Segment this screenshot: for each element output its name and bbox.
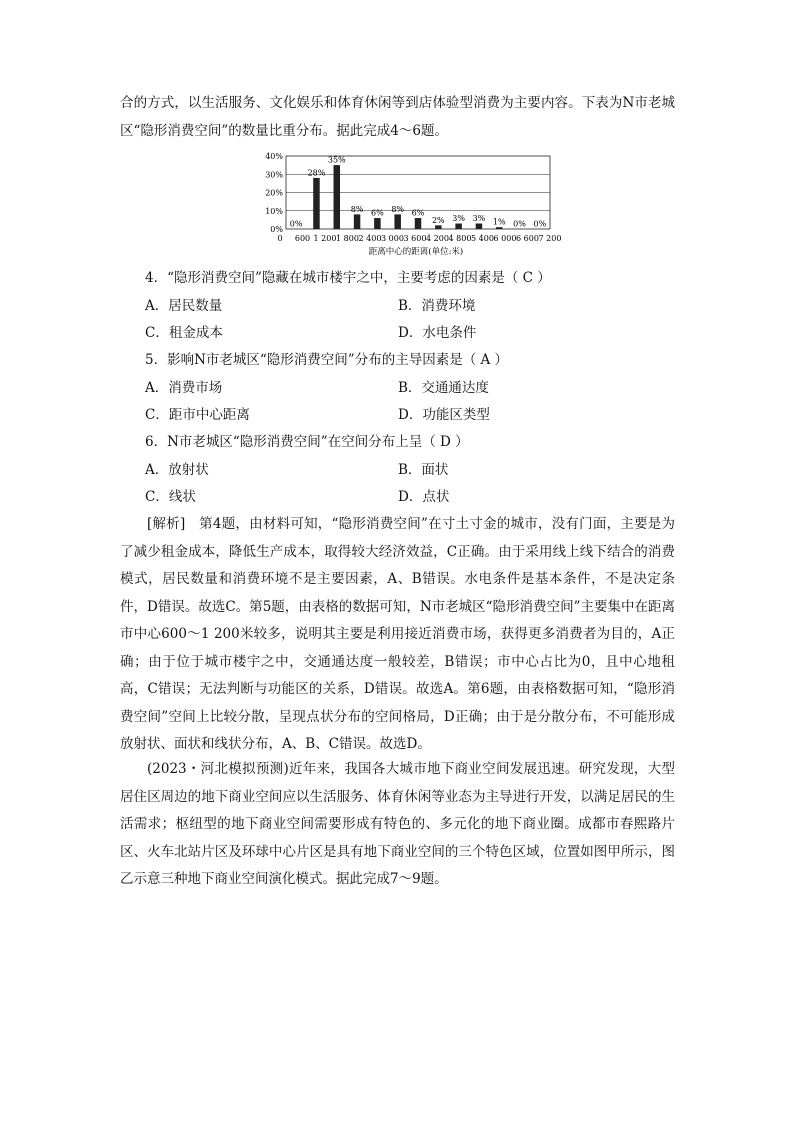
- x-tick-label: 4 200: [426, 234, 449, 243]
- x-tick-label: 1 800: [336, 234, 359, 243]
- value-labels: [290, 156, 547, 229]
- y-axis-ticks: [265, 152, 283, 234]
- bar: [374, 218, 381, 229]
- bar: [435, 225, 442, 229]
- bar-value-label: 6%: [371, 208, 384, 218]
- y-tick-label: 30%: [265, 170, 283, 180]
- q6-option-c: C．线状: [145, 489, 196, 505]
- q4-option-d: D．水电条件: [398, 325, 477, 341]
- bar-value-label: 1%: [492, 217, 506, 227]
- bar: [394, 214, 401, 229]
- q5-option-b: B．交通通达度: [398, 380, 489, 396]
- analysis-paragraph: [解析] 第4题，由材料可知，“隐形消费空间”在寸土寸金的城市，没有门面，主要是为了减少租金成本，降低生产成本，取得较大经济效益，C正确。由于采用线上线下结合的消费模式，居民数量和消费环境不是主要因素，A、B错误。水电条件是基本条件，不是决定条件，D错误。故选C。第5题，由表格的数据可知，N市老城区“隐形消费空间”主要集中在距离市中心600～1 200米较多，说明其主要是利用接近消费市场，获得更多消费者为目的，A正确；由于位于城市楼宇之中，交通通达度一般较差，B错误；市中心占比为0，且中心地租高，C错误；无法判断与功能区的关系，D错误。故选A。第6题，由表格数据可知，“隐形消费空间”空间上比较分散，呈现点状分布的空间格局，D正确；由于是分散分布，不可能形成放射状、面状和线状分布，A、B、C错误。故选D。: [120, 516, 675, 752]
- q4-option-b: B．消费环境: [398, 298, 476, 314]
- x-axis-ticks: [277, 234, 561, 243]
- intro-paragraph: 合的方式，以生活服务、文化娱乐和体育休闲等到店体验型消费为主要内容。下表为N市老城区“隐形消费空间”的数量比重分布。据此完成4～6题。: [120, 95, 675, 139]
- q5-option-d: D．功能区类型: [398, 407, 490, 423]
- bar: [415, 218, 422, 229]
- x-tick-label: 1 200: [313, 234, 337, 243]
- q4-option-a: A．居民数量: [145, 298, 223, 314]
- bar: [334, 165, 341, 229]
- x-tick-label: 3 000: [381, 234, 404, 243]
- question-5-stem: 5．影响N市老城区“隐形消费空间”分布的主导因素是（ A ）: [145, 352, 509, 368]
- bar: [313, 178, 320, 229]
- bar-value-label: 3%: [452, 214, 465, 224]
- x-tick-label: 5 400: [471, 234, 494, 243]
- question-6-stem: 6．N市老城区“隐形消费空间”在空间分布上呈（ D ）: [145, 434, 469, 450]
- q5-option-a: A．消费市场: [145, 380, 223, 396]
- x-tick-label: 7 200: [538, 234, 562, 243]
- bar-value-label: 0%: [289, 219, 303, 229]
- next-passage-paragraph: (2023・河北模拟预测)近年来，我国各大城市地下商业空间发展迅速。研究发现，大型居住区周边的地下商业空间应以生活服务、体育休闲等业态为主导进行开发，以满足居民的生活需求；枢纽型的地下商业空间需要形成有特色的、多元化的地下商业圈。成都市春熙路片区、火车北站片区及环球中心片区是具有地下商业空间的三个特色区域，位置如图甲所示，图乙示意三种地下商业空间演化模式。据此完成7～9题。: [120, 761, 675, 887]
- bar-value-label: 3%: [472, 214, 486, 224]
- x-tick-label: 600: [294, 234, 311, 243]
- q5-option-c: C．距市中心距离: [145, 407, 250, 423]
- bar: [455, 224, 462, 229]
- q6-option-b: B．面状: [398, 462, 449, 478]
- bar-value-label: 8%: [391, 204, 405, 214]
- x-tick-label: 0: [277, 234, 283, 243]
- bar: [476, 224, 483, 229]
- bar-value-label: 8%: [350, 204, 364, 214]
- bar-value-label: 35%: [327, 155, 346, 165]
- x-tick-label: 3 600: [403, 234, 427, 243]
- x-tick-label: 6 600: [516, 234, 539, 243]
- y-tick-label: 40%: [265, 152, 283, 161]
- q6-option-a: A．放射状: [145, 462, 209, 478]
- x-tick-label: 2 400: [358, 234, 382, 243]
- y-tick-label: 20%: [265, 188, 283, 198]
- grid-lines: [286, 174, 550, 211]
- y-tick-label: 10%: [265, 206, 283, 216]
- question-4-stem: 4．“隐形消费空间”隐藏在城市楼宇之中，主要考虑的因素是（ C ）: [145, 270, 551, 286]
- bar-value-label: 2%: [431, 215, 445, 225]
- bar-value-label: 0%: [533, 219, 547, 229]
- y-tick-label: 0%: [270, 225, 283, 234]
- q6-option-d: D．点状: [398, 489, 450, 505]
- distance-distribution-chart: [250, 150, 570, 262]
- bar-value-label: 0%: [513, 219, 526, 229]
- bar-value-label: 28%: [307, 168, 326, 178]
- x-axis-label: 距离中心的距离(单位:米): [368, 247, 464, 257]
- bar: [354, 214, 361, 229]
- bar: [496, 227, 503, 229]
- x-tick-label: 6 000: [493, 234, 517, 243]
- x-tick-label: 4 800: [448, 234, 472, 243]
- q4-option-c: C．租金成本: [145, 325, 223, 341]
- bar-value-label: 6%: [411, 208, 425, 218]
